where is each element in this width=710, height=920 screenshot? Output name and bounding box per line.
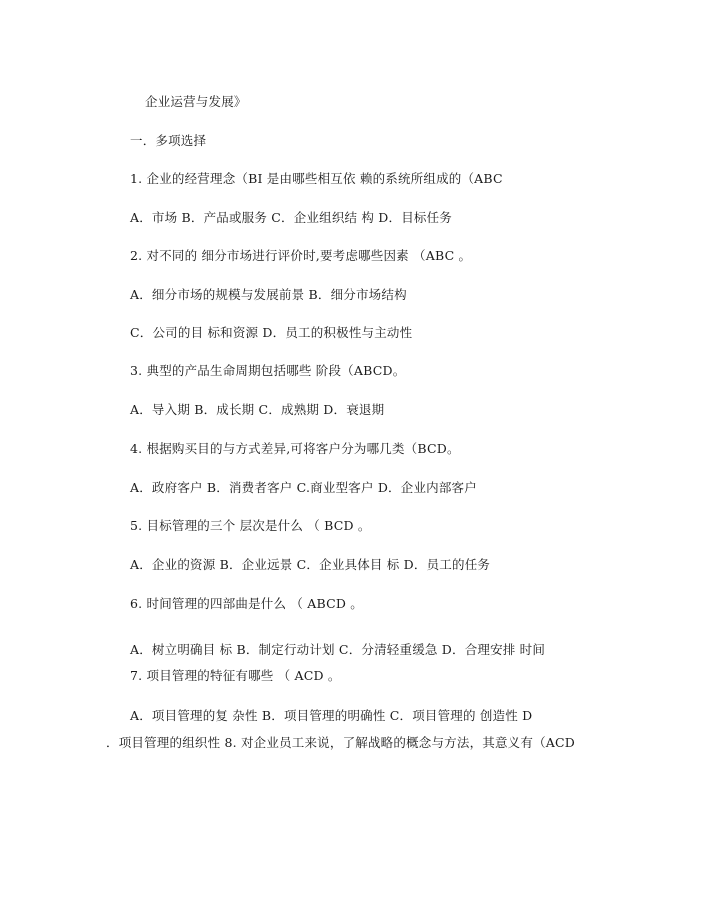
question-4: 4. 根据购买目的与方式差异,可将客户分为哪几类（BCD。 [130,441,460,456]
section-heading: 一．多项选择 [130,133,207,148]
question-2-options-ab: A．细分市场的规模与发展前景 B．细分市场结构 [130,287,407,302]
question-4-options: A．政府客户 B．消费者客户 C.商业型客户 D．企业内部客户 [130,480,477,495]
question-7-options: A．项目管理的复 杂性 B．项目管理的明确性 C．项目管理的 创造性 D [130,708,533,723]
question-5-options: A．企业的资源 B．企业远景 C．企业具体目 标 D．员工的任务 [130,557,491,572]
question-2-options-cd: C．公司的目 标和资源 D．员工的积极性与主动性 [130,325,413,340]
question-7-options-continued: ．项目管理的组织性 8. 对企业员工来说，了解战略的概念与方法，其意义有（ACD [106,735,575,750]
question-6: 6. 时间管理的四部曲是什么 （ ABCD 。 [130,596,363,611]
question-5: 5. 目标管理的三个 层次是什么 （ BCD 。 [130,518,371,533]
question-6-options: A．树立明确目 标 B．制定行动计划 C．分清轻重缓急 D．合理安排 时间 [130,642,546,657]
question-3: 3. 典型的产品生命周期包括哪些 阶段（ABCD。 [130,363,406,378]
question-7: 7. 项目管理的特征有哪些 （ ACD 。 [130,668,341,683]
question-3-options: A．导入期 B．成长期 C．成熟期 D．衰退期 [130,402,385,417]
document-title: 企业运营与发展》 [145,94,247,109]
question-2: 2. 对不同的 细分市场进行评价时,要考虑哪些因素 （ABC 。 [130,248,472,263]
question-1-options: A．市场 B．产品或服务 C．企业组织结 构 D．目标任务 [130,210,452,225]
question-1: 1. 企业的经营理念（BI 是由哪些相互依 赖的系统所组成的（ABC [130,171,503,186]
